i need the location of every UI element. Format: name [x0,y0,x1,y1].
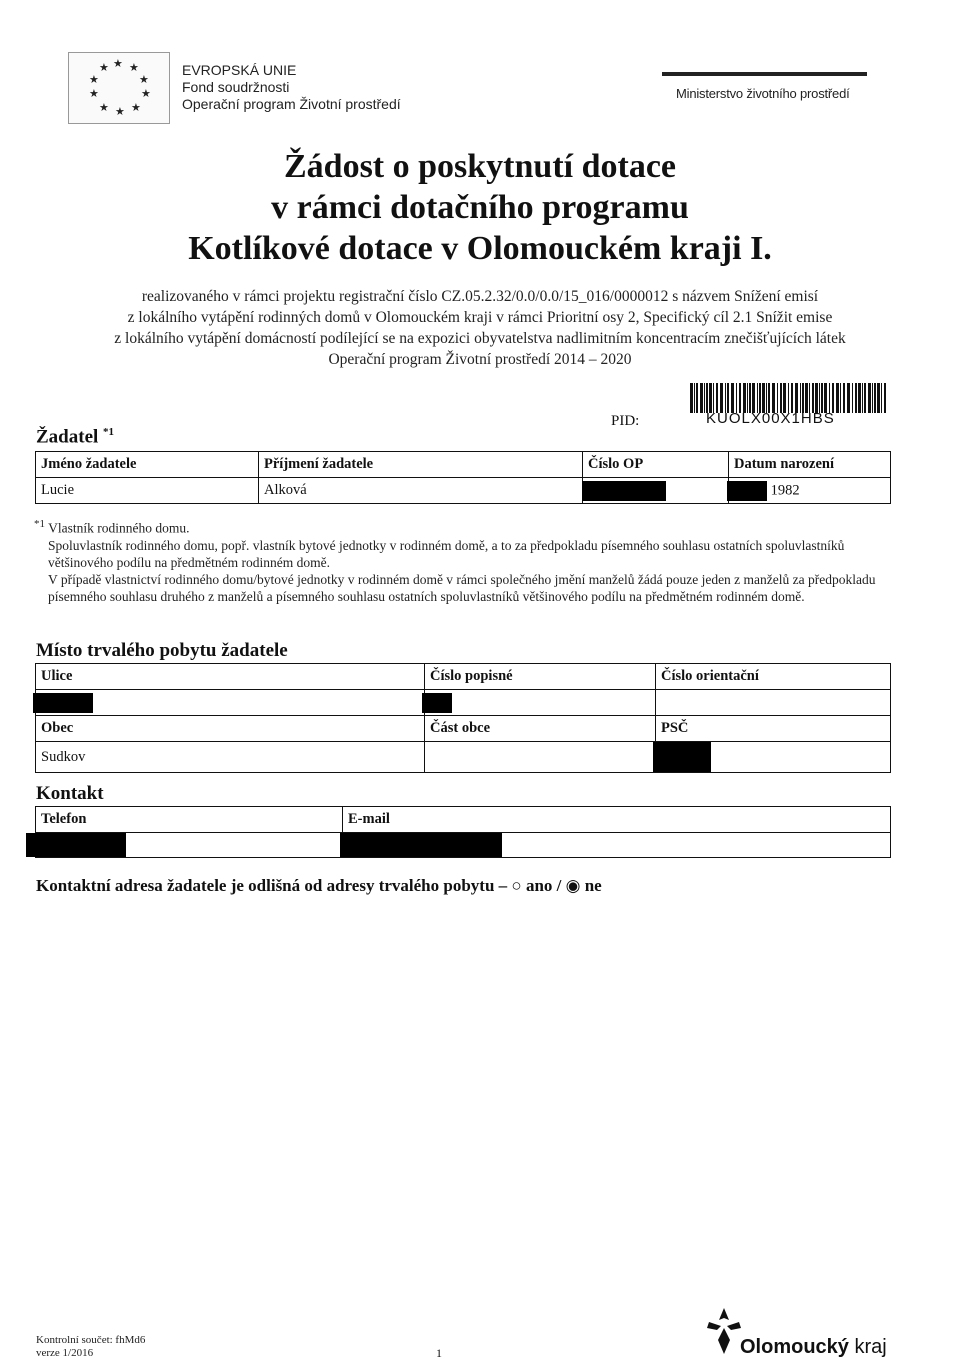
title-line-3: Kotlíkové dotace v Olomouckém kraji I. [188,230,772,267]
applicant-heading [36,426,114,448]
eu-line-3: Operační program Životní prostředí [182,96,401,112]
residence-table [35,663,891,773]
eu-line-1: EVROPSKÁ UNIE [182,62,297,78]
ministry-logo-bar [662,72,867,76]
kraj-name-bold: Olomoucký [740,1336,849,1358]
first-name-label: Jméno žadatele [36,452,259,478]
zip-label: PSČ [656,716,891,742]
zip-value[interactable] [656,742,891,773]
email-label: E-mail [343,807,891,833]
residence-heading: Místo trvalého pobytu žadatele [36,640,288,661]
last-name-label: Příjmení žadatele [259,452,583,478]
town-label: Obec [36,716,425,742]
version: verze 1/2016 [36,1347,94,1359]
applicant-heading-text: Žadatel [36,426,99,448]
notes [34,516,894,605]
subtitle-line-3: z lokálního vytápění domácností podílející se na expozici obyvatelstva nadlimitním koncentracím znečišťujících látek [114,330,846,347]
phone-value[interactable] [36,833,343,858]
kraj-name [740,1336,887,1359]
phone-label: Telefon [36,807,343,833]
radio-no[interactable]: ◉ [565,876,581,895]
birth-date-label: Datum narození [729,452,891,478]
redaction [33,693,93,713]
first-name-value[interactable]: Lucie [36,478,259,504]
radio-yes[interactable]: ○ [511,876,522,895]
email-value[interactable] [343,833,891,858]
eu-line-2: Fond soudržnosti [182,79,290,95]
birth-year: 1982 [770,481,800,498]
title-line-2: v rámci dotačního programu [271,189,689,226]
redaction [26,833,126,857]
street-label: Ulice [36,664,425,690]
orient-no-label: Číslo orientační [656,664,891,690]
barcode [690,383,890,413]
radio-yes-label: ano / [525,876,562,895]
title-line-1: Žádost o poskytnutí dotace [283,148,676,185]
street-value[interactable] [36,690,425,716]
ministry-name: Ministerstvo životního prostředí [676,86,850,101]
kraj-name-rest: kraj [854,1336,887,1358]
orient-no-value[interactable] [656,690,891,716]
pid-value: KUOLX00X1HBS [706,410,835,427]
footer-info [36,1334,145,1360]
house-no-label: Číslo popisné [425,664,656,690]
last-name-value[interactable]: Alková [259,478,583,504]
address-question [36,876,602,896]
contact-table [35,806,891,858]
checksum: Kontrolní součet: fhMd6 [36,1334,146,1346]
redaction [340,833,502,857]
note-line-3: V případě vlastnictví rodinného domu/bytové jednotky v rodinném domě v rámci společného jmění manželů žádá pouze jeden z manželů za předpokladu písemného souhlasu druhého z manželů a písemného souhlasu ostatních spoluvlastníků většinového podílu na předmětném rodinném domě. [48,571,876,604]
notes-sup: *1 [34,518,45,530]
radio-no-label: ne [584,876,602,895]
applicant-heading-sup: *1 [103,426,115,438]
town-part-label: Část obce [425,716,656,742]
contact-heading: Kontakt [36,783,104,804]
subtitle-line-1: realizovaného v rámci projektu registrační číslo CZ.05.2.32/0.0/0.0/15_016/0000012 s názvem Snížení emisí [141,288,819,305]
birth-date-value[interactable] [729,478,891,504]
town-value[interactable]: Sudkov [36,742,425,773]
applicant-table [35,451,891,504]
pid-label: PID: [611,413,640,429]
address-question-text: Kontaktní adresa žadatele je odlišná od adresy trvalého pobytu – [36,876,508,895]
note-line-1: Vlastník rodinného domu. [48,520,190,536]
house-no-value[interactable] [425,690,656,716]
note-line-2: Spoluvlastník rodinného domu, popř. vlastník bytové jednotky v rodinném domě, a to za předpokladu písemného souhlasu ostatních spoluvlastníků většinového podílu na předmětném rodinném domě. [48,537,845,570]
town-part-value[interactable] [425,742,656,773]
id-card-label: Číslo OP [583,452,729,478]
redaction [727,481,767,501]
redaction [653,742,711,772]
page-number: 1 [436,1346,442,1360]
subtitle-line-4: Operační program Životní prostředí 2014 – 2020 [328,351,632,368]
id-card-value[interactable] [583,478,729,504]
eu-program-text [182,62,401,113]
subtitle-line-2: z lokálního vytápění rodinných domů v Olomouckém kraji v rámci Prioritní osy 2, Specifický cíl 2.1 Snížit emise [127,309,833,326]
redaction [422,693,452,713]
kraj-logo-icon [705,1306,743,1356]
redaction [582,481,666,501]
eu-flag-logo: ★ ★ ★ ★ ★ ★ ★ ★ ★ ★ [68,52,170,124]
